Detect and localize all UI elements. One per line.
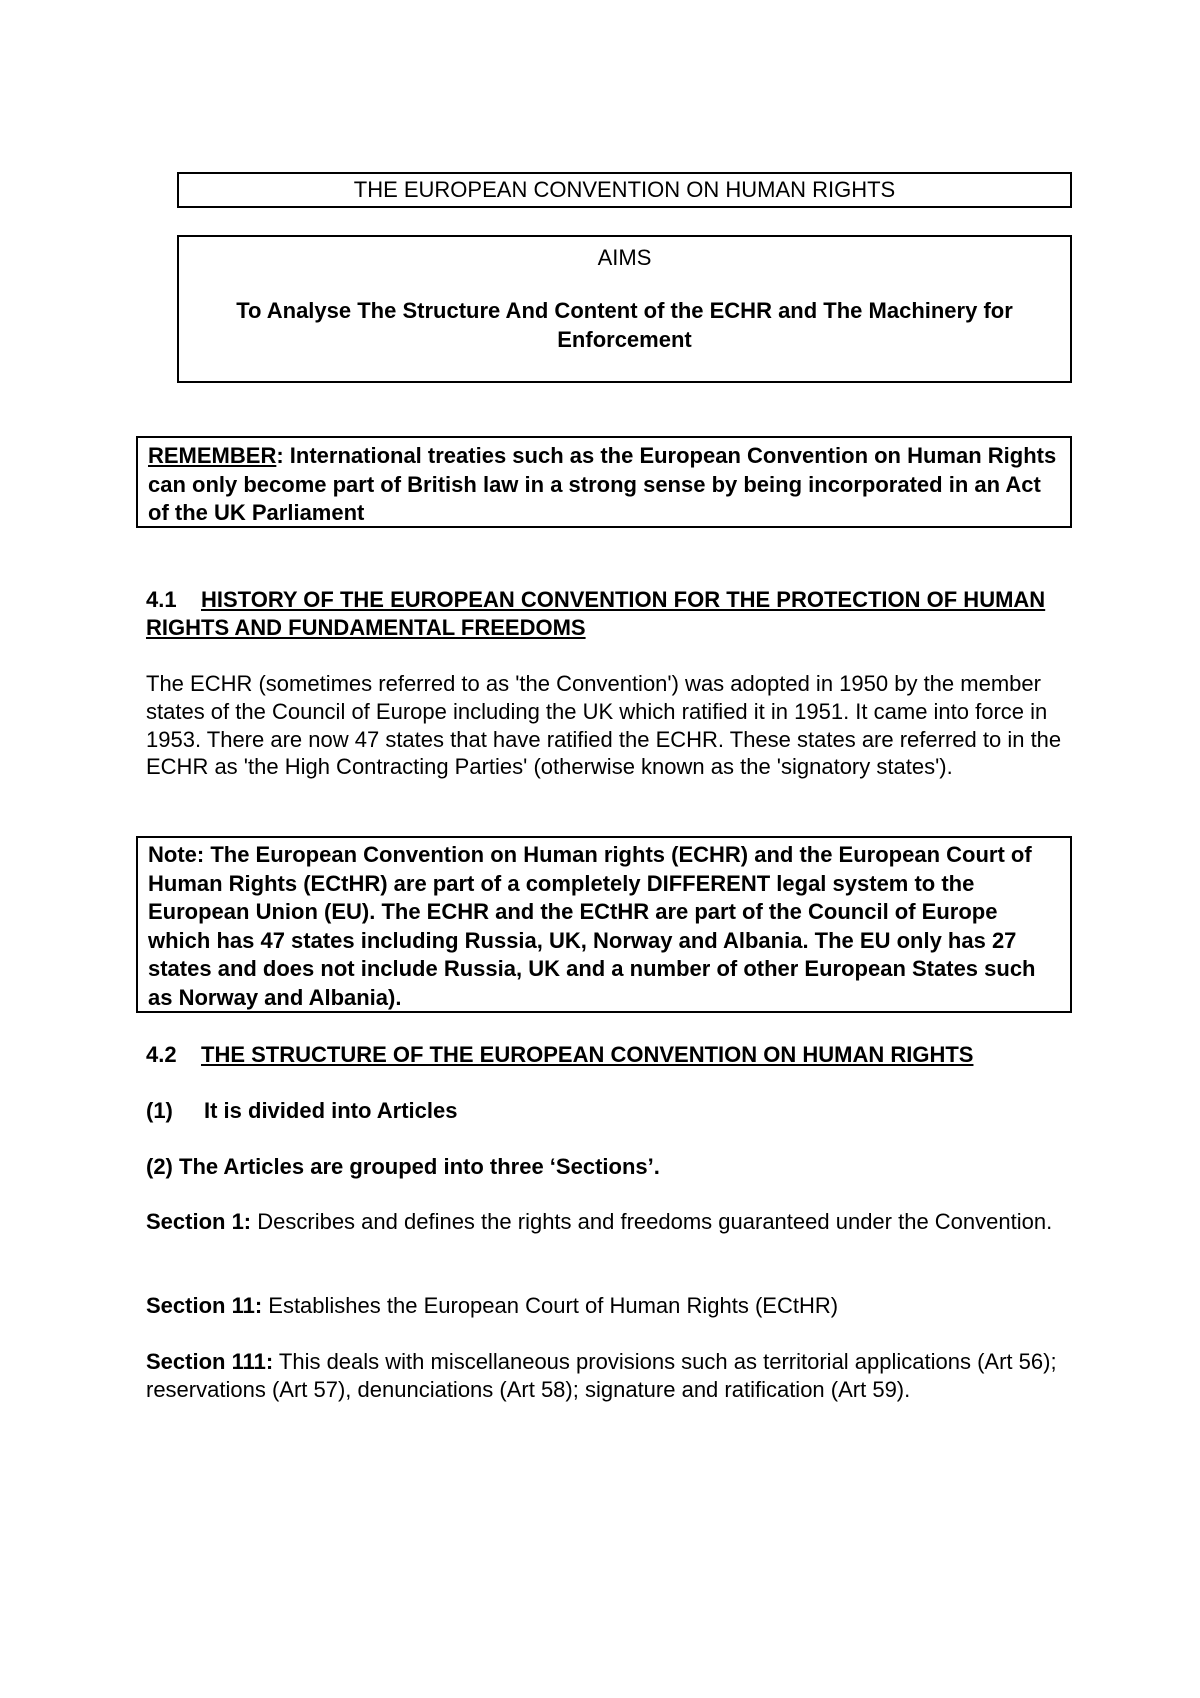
history-paragraph: The ECHR (sometimes referred to as 'the Convention') was adopted in 1950 by the member states of the Council of Europe including the UK which ratified it in 1951. It came into force in 1953. There are now 47 states that have ratified the ECHR. These states are referred to in the ECHR as 'the High Contracting Parties' (otherwise known as the 'signatory states'). (146, 671, 1062, 780)
aims-heading: AIMS (597, 245, 652, 270)
remember-text: : International treaties such as the European Convention on Human Rights can only become part of British law in a strong sense by being incorporated in an Act of the UK Parliament (148, 443, 1057, 525)
section-11-description (146, 1292, 1076, 1320)
section-1-label: Section 1: (146, 1209, 252, 1234)
section-4-1-title: HISTORY OF THE EUROPEAN CONVENTION FOR THE PROTECTION OF HUMAN RIGHTS AND FUNDAMENTAL FREEDOMS (146, 587, 1046, 640)
section-111-label: Section 111: (146, 1349, 274, 1374)
remember-label: REMEMBER (148, 443, 277, 468)
note-box: Note: The European Convention on Human rights (ECHR) and the European Court of Human Rights (ECtHR) are part of a completely DIFFERENT legal system to the European Union (EU). The ECHR and the ECtHR are part of the Council of Europe which has 47 states including Russia, UK, Norway and Albania. The EU only has 27 states and does not include Russia, UK and a number of other European States such as Norway and Albania). (136, 836, 1072, 1013)
section-4-2-number: 4.2 (146, 1042, 177, 1067)
aims-box (177, 235, 1072, 383)
section-111-description (146, 1348, 1076, 1404)
section-4-2-heading (146, 1041, 1076, 1069)
point-1 (146, 1097, 457, 1125)
section-1-description (146, 1208, 1076, 1236)
document-title: THE EUROPEAN CONVENTION ON HUMAN RIGHTS (177, 172, 1072, 208)
aims-text: To Analyse The Structure And Content of the ECHR and The Machinery for Enforcement (236, 298, 1013, 352)
point-1-number: (1) (146, 1098, 173, 1123)
section-4-1-number: 4.1 (146, 587, 177, 612)
section-11-text: Establishes the European Court of Human Rights (ECtHR) (262, 1293, 839, 1318)
section-4-1-heading (146, 586, 1076, 642)
point-1-text: It is divided into Articles (204, 1098, 458, 1123)
section-1-text: Describes and defines the rights and freedoms guaranteed under the Convention. (251, 1209, 1053, 1234)
remember-box (136, 436, 1072, 528)
section-11-label: Section 11: (146, 1293, 263, 1318)
section-4-2-title: THE STRUCTURE OF THE EUROPEAN CONVENTION ON HUMAN RIGHTS (201, 1042, 974, 1067)
point-2: (2) The Articles are grouped into three ‘Sections’. (146, 1154, 660, 1179)
section-111-text: This deals with miscellaneous provisions such as territorial applications (Art 56); reservations (Art 57), denunciations (Art 58); signature and ratification (Art 59). (146, 1349, 1057, 1402)
